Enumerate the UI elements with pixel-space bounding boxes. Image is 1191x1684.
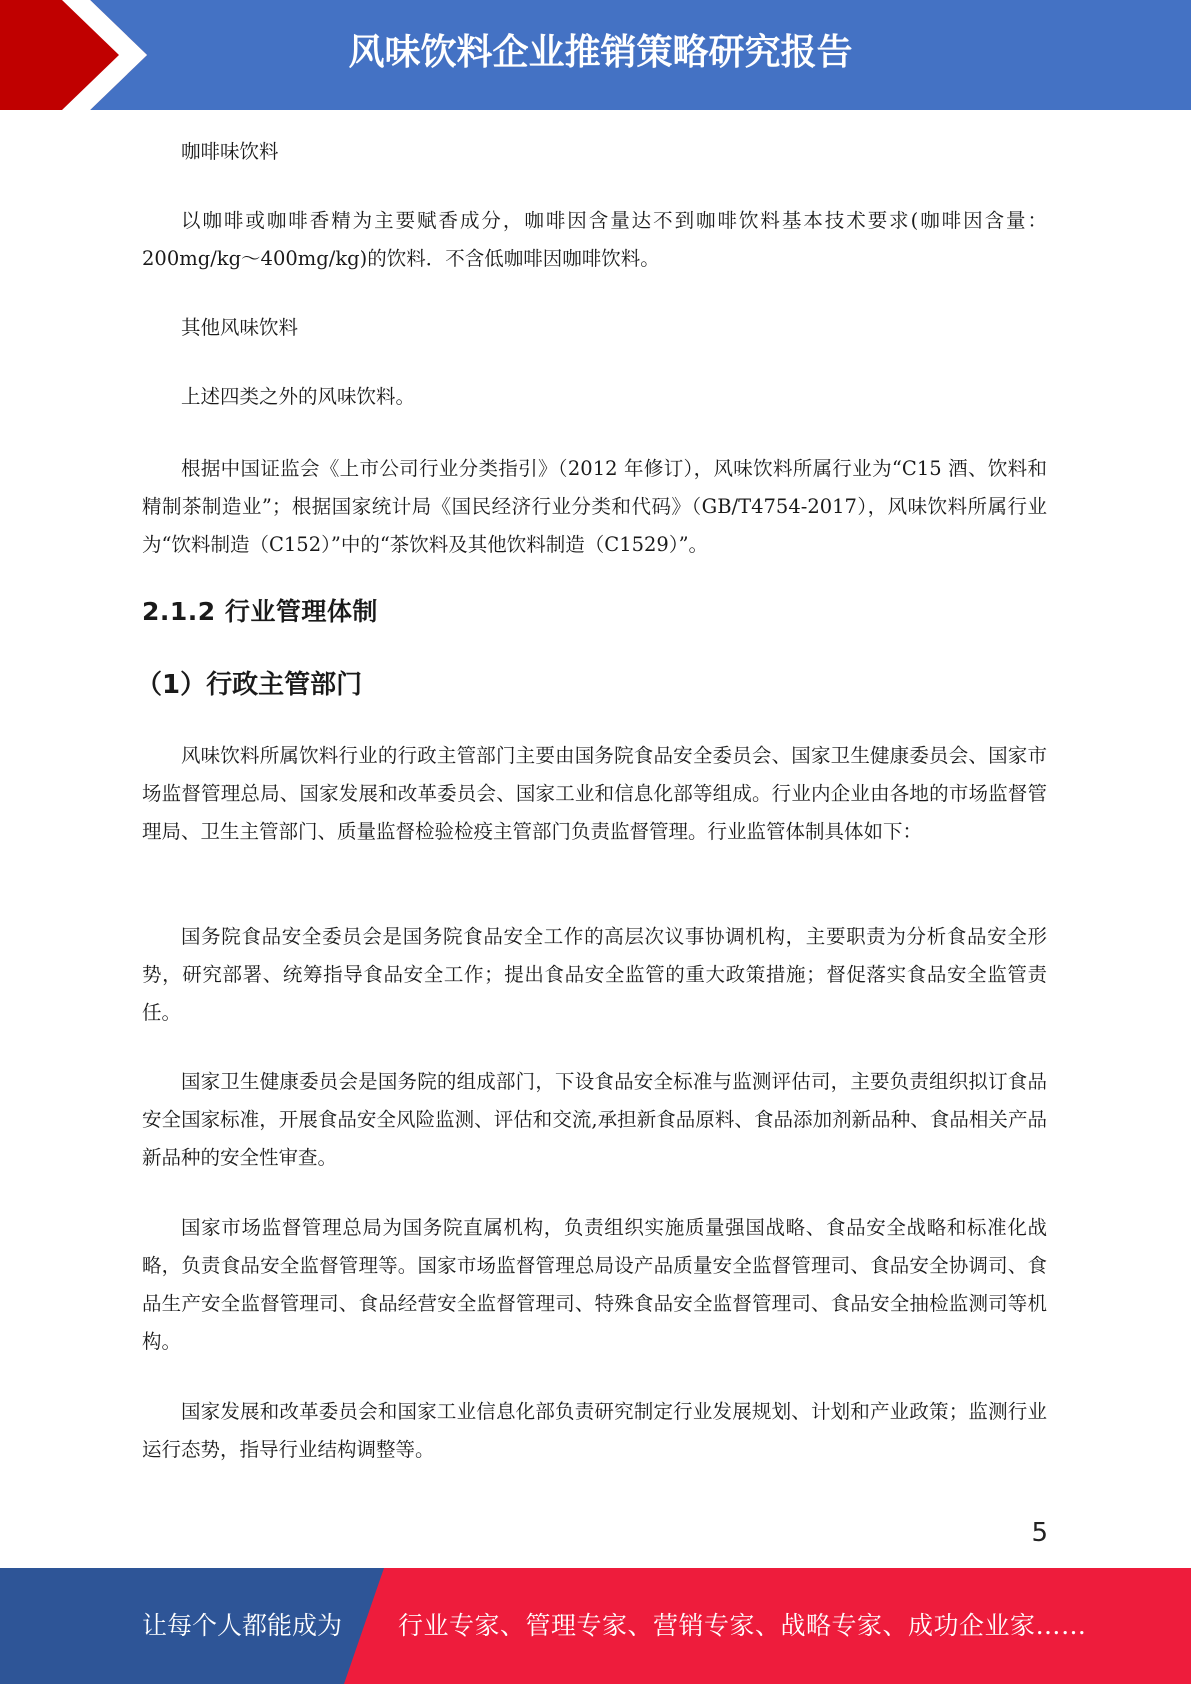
paragraph-food-safety-committee: 国务院食品安全委员会是国务院食品安全工作的高层次议事协调机构，主要职责为分析食品安全形势，研究部署、统筹指导食品安全工作；提出食品安全监管的重大政策措施；督促落实食品安全监管责任。 (142, 925, 1047, 1024)
paragraph-market-regulation: 国家市场监督管理总局为国务院直属机构，负责组织实施质量强国战略、食品安全战略和标准化战略，负责食品安全监督管理等。国家市场监督管理总局设产品质量安全监督管理司、食品安全协调司、食品生产安全监督管理司、食品经营安全监督管理司、特殊食品安全监督管理司、食品安全抽检监测司等机构。 (142, 1216, 1047, 1353)
footer-slogan-left: 让每个人都能成为 (142, 1611, 343, 1640)
paragraph-other-flavor-desc: 上述四类之外的风味饮料。 (181, 385, 416, 408)
footer-slogan-right: 行业专家、管理专家、营销专家、战略专家、成功企业家…… (398, 1611, 1087, 1640)
page-footer (0, 1568, 1191, 1684)
paragraph-industry-classification: 根据中国证监会《上市公司行业分类指引》（2012 年修订），风味饮料所属行业为“C15 酒、饮料和精制茶制造业”；根据国家统计局《国民经济行业分类和代码》（GB/T4754-2017），风味饮料所属行业为“饮料制造（C152）”中的“茶饮料及其他饮料制造（C1529）”。 (142, 457, 1047, 556)
report-title: 风味饮料企业推销策略研究报告 (348, 32, 853, 73)
page-header (0, 0, 1191, 110)
paragraph-authorities-overview: 风味饮料所属饮料行业的行政主管部门主要由国务院食品安全委员会、国家卫生健康委员会、国家市场监督管理总局、国家发展和改革委员会、国家工业和信息化部等组成。行业内企业由各地的市场监督管理局、卫生主管部门、质量监督检验检疫主管部门负责监督管理。行业监管体制具体如下： (142, 744, 1047, 843)
paragraph-other-flavor-title: 其他风味饮料 (181, 316, 299, 339)
section-heading-2-1-2: 2.1.2 行业管理体制 (142, 597, 378, 626)
paragraph-ndrc-miit: 国家发展和改革委员会和国家工业信息化部负责研究制定行业发展规划、计划和产业政策；监测行业运行态势，指导行业结构调整等。 (142, 1400, 1047, 1461)
page-number: 5 (1031, 1518, 1048, 1548)
paragraph-health-commission: 国家卫生健康委员会是国务院的组成部门，下设食品安全标准与监测评估司，主要负责组织拟订食品安全国家标准，开展食品安全风险监测、评估和交流,承担新食品原料、食品添加剂新品种、食品相关产品新品种的安全性审查。 (142, 1070, 1047, 1169)
subsection-heading-1: （1）行政主管部门 (136, 670, 363, 700)
paragraph-coffee-flavor-desc: 以咖啡或咖啡香精为主要赋香成分，咖啡因含量达不到咖啡饮料基本技术要求(咖啡因含量：200mg/kg～400mg/kg)的饮料．不含低咖啡因咖啡饮料。 (142, 209, 1047, 270)
paragraph-coffee-flavor-title: 咖啡味饮料 (181, 140, 279, 163)
